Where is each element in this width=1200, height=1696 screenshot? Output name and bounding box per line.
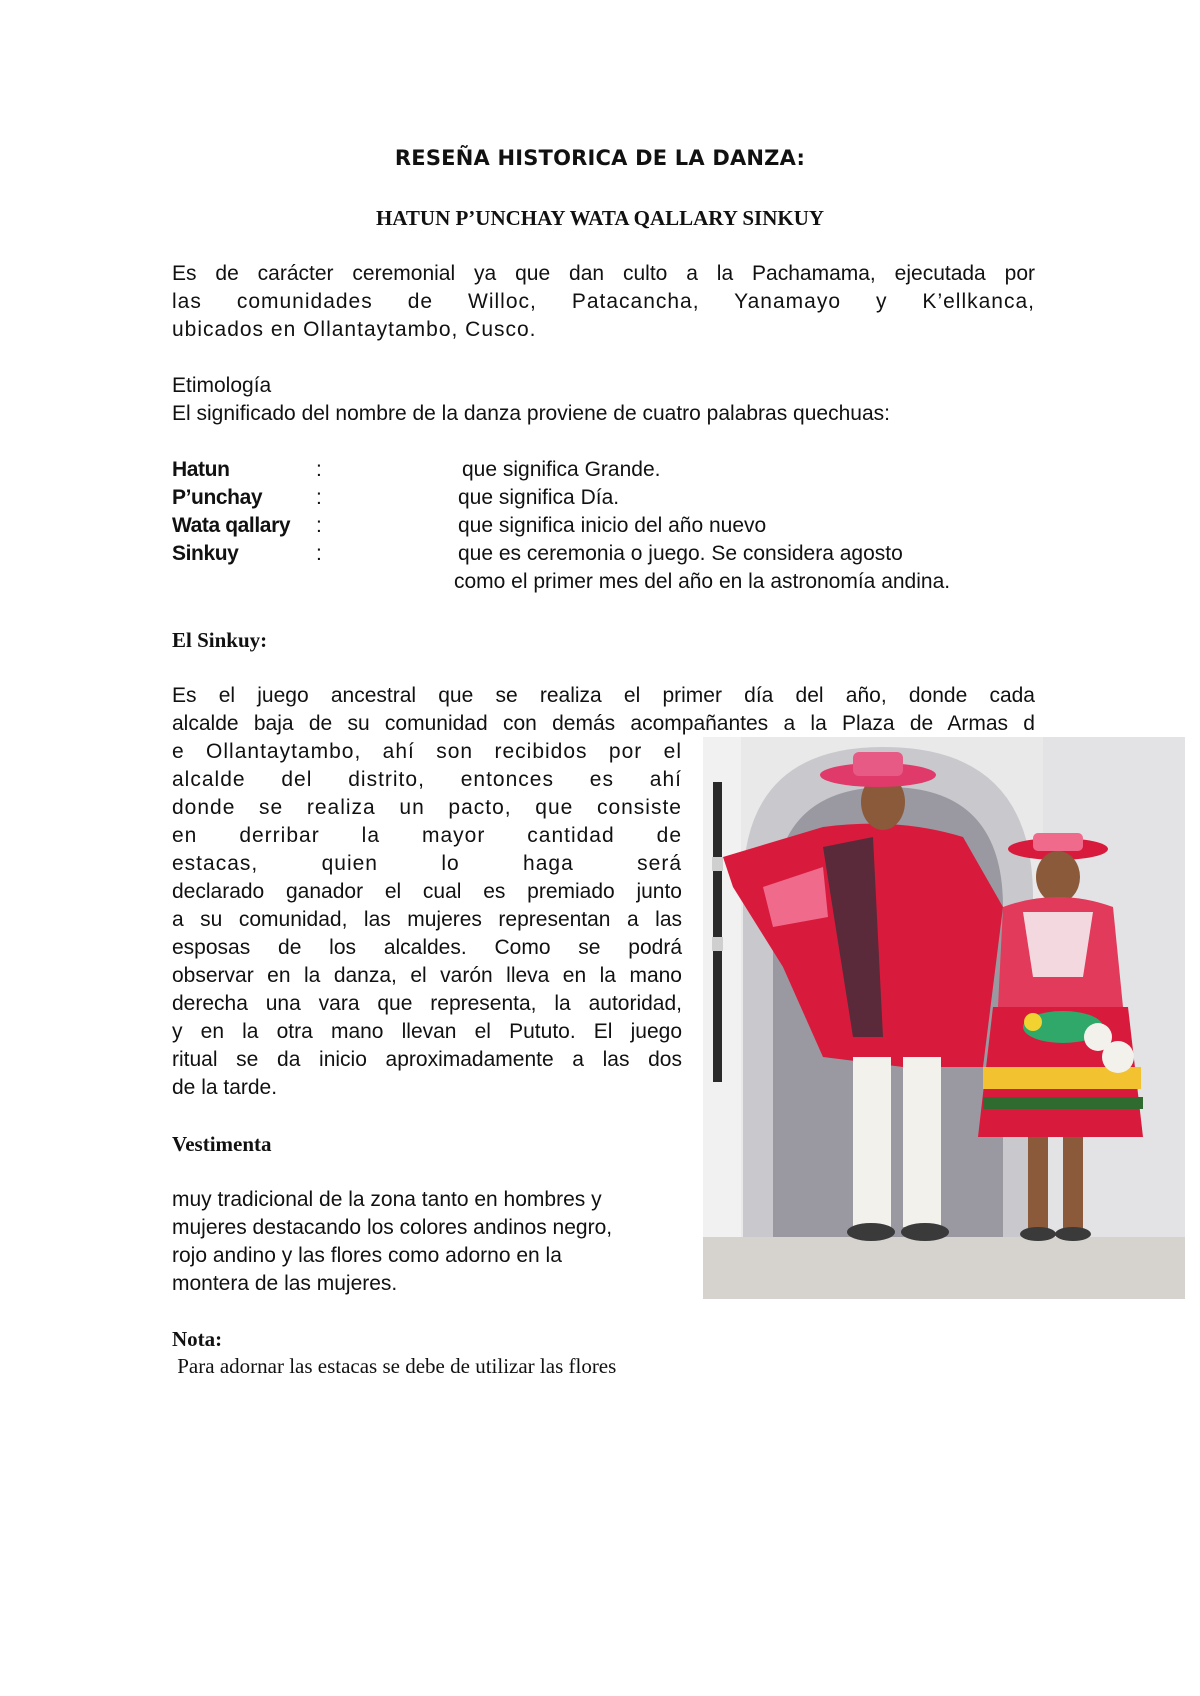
etymology-row bbox=[172, 456, 1052, 484]
woman-sandal bbox=[1020, 1227, 1056, 1241]
etymology-definition: que significa Grande. bbox=[462, 458, 661, 481]
sinkuy-column bbox=[172, 738, 682, 1102]
vestimenta-paragraph bbox=[172, 1186, 682, 1298]
etymology-table bbox=[172, 456, 1052, 596]
sinkuy-line: alcalde baja de su comunidad con demás acompañantes a la Plaza de Armas d bbox=[172, 712, 1035, 735]
woman-face bbox=[1036, 851, 1080, 903]
skirt-band bbox=[983, 1097, 1143, 1109]
intro-line: ubicados en Ollantaytambo, Cusco. bbox=[172, 318, 537, 341]
intro-line: Es de carácter ceremonial ya que dan culto a la Pachamama, ejecutada por bbox=[172, 262, 1035, 285]
etymology-colon: : bbox=[316, 514, 322, 537]
etymology-definition: que es ceremonia o juego. Se considera agosto bbox=[458, 542, 903, 565]
vestimenta-line: montera de las mujeres. bbox=[172, 1272, 398, 1295]
woman-hat bbox=[1033, 833, 1083, 851]
flower bbox=[1024, 1013, 1042, 1031]
etymology-definition: que significa inicio del año nuevo bbox=[458, 514, 767, 537]
document-title: RESEÑA HISTORICA DE LA DANZA: bbox=[394, 146, 806, 170]
sinkuy-column-line: declarado ganador el cual es premiado junto bbox=[172, 880, 682, 903]
sinkuy-column-line: alcalde del distrito, entonces es ahí bbox=[172, 768, 682, 791]
staff-band bbox=[712, 937, 723, 951]
etymology-row bbox=[172, 568, 1052, 596]
etymology-heading: Etimología bbox=[172, 374, 272, 397]
sinkuy-line: Es el juego ancestral que se realiza el primer día del año, donde cada bbox=[172, 684, 1035, 707]
staff-band bbox=[712, 857, 723, 871]
etymology-term: Sinkuy bbox=[172, 542, 239, 565]
etymology-definition: que significa Día. bbox=[458, 486, 620, 509]
staff bbox=[713, 782, 722, 1082]
etymology-intro: El significado del nombre de la danza proviene de cuatro palabras quechuas: bbox=[172, 402, 890, 425]
etymology-row bbox=[172, 512, 1052, 540]
vestimenta-heading: Vestimenta bbox=[172, 1132, 272, 1156]
etymology-row bbox=[172, 484, 1052, 512]
sinkuy-column-line: y en la otra mano llevan el Pututo. El juego bbox=[172, 1020, 682, 1043]
etymology-colon: : bbox=[316, 486, 322, 509]
vestimenta-line: rojo andino y las flores como adorno en la bbox=[172, 1244, 562, 1267]
intro-line: las comunidades de Willoc, Patacancha, Yanamayo y K’ellkanca, bbox=[172, 290, 1035, 313]
floor bbox=[703, 1237, 1185, 1299]
sinkuy-column-line: e Ollantaytambo, ahí son recibidos por el bbox=[172, 740, 682, 763]
nota-line: Para adornar las estacas se debe de utilizar las flores bbox=[172, 1354, 617, 1378]
nota-text bbox=[172, 1352, 692, 1380]
etymology-continuation: como el primer mes del año en la astronomía andina. bbox=[454, 570, 951, 593]
dancers-illustration bbox=[703, 737, 1185, 1299]
sinkuy-column-line: esposas de los alcaldes. Como se podrá bbox=[172, 936, 682, 959]
man-leg bbox=[903, 1057, 941, 1227]
woman-sandal bbox=[1055, 1227, 1091, 1241]
vestimenta-line: muy tradicional de la zona tanto en hombres y bbox=[172, 1188, 602, 1211]
etymology-term: Hatun bbox=[172, 458, 230, 481]
sinkuy-column-line: observar en la danza, el varón lleva en la mano bbox=[172, 964, 682, 987]
sinkuy-column-line: en derribar la mayor cantidad de bbox=[172, 824, 682, 847]
woman-blouse-embroidery bbox=[1023, 912, 1093, 977]
woman-leg bbox=[1063, 1137, 1083, 1232]
nota-heading: Nota: bbox=[172, 1327, 223, 1351]
sinkuy-column-line: estacas, quien lo haga será bbox=[172, 852, 682, 875]
sinkuy-paragraph bbox=[172, 682, 1035, 738]
etymology-colon: : bbox=[316, 542, 322, 565]
etymology-section bbox=[172, 372, 1035, 428]
dancers-photo bbox=[703, 737, 1185, 1299]
etymology-term: P’unchay bbox=[172, 486, 263, 509]
sinkuy-column-line: ritual se da inicio aproximadamente a las dos bbox=[172, 1048, 682, 1071]
sinkuy-column-line: donde se realiza un pacto, que consiste bbox=[172, 796, 682, 819]
woman-leg bbox=[1028, 1137, 1048, 1232]
intro-paragraph bbox=[172, 260, 1035, 344]
etymology-colon: : bbox=[316, 458, 322, 481]
man-sandal bbox=[901, 1223, 949, 1241]
document-subtitle: HATUN P’UNCHAY WATA QALLARY SINKUY bbox=[375, 206, 825, 230]
etymology-row bbox=[172, 540, 1052, 568]
sinkuy-column-line: de la tarde. bbox=[172, 1076, 278, 1099]
etymology-term: Wata qallary bbox=[172, 514, 291, 537]
vestimenta-line: mujeres destacando los colores andinos negro, bbox=[172, 1216, 613, 1239]
man-hat bbox=[853, 752, 903, 776]
flower bbox=[1102, 1041, 1134, 1073]
man-leg bbox=[853, 1057, 891, 1227]
sinkuy-column-line: a su comunidad, las mujeres representan a las bbox=[172, 908, 682, 931]
sinkuy-column-line: derecha una vara que representa, la autoridad, bbox=[172, 992, 682, 1015]
sinkuy-heading: El Sinkuy: bbox=[172, 628, 268, 652]
man-sandal bbox=[847, 1223, 895, 1241]
